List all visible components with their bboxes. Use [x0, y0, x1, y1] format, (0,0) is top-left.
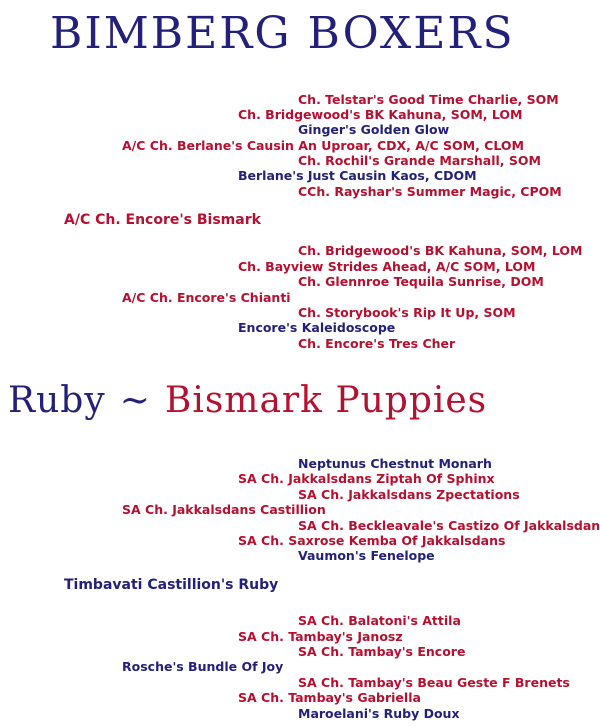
subject-ruby: Timbavati Castillion's Ruby — [64, 577, 279, 593]
dam-1: A/C Ch. Encore's Chianti — [122, 290, 291, 305]
great-granddam-6: Vaumon's Fenelope — [298, 548, 435, 563]
litter-title-sire: Ruby — [8, 380, 106, 421]
great-granddam-3: Ch. Glennroe Tequila Sunrise, DOM — [298, 274, 544, 289]
dam-2: Rosche's Bundle Of Joy — [122, 659, 284, 674]
granddam-1: Berlane's Just Causin Kaos, CDOM — [238, 168, 477, 183]
litter-title-dam: Bismark Puppies — [164, 380, 488, 421]
great-grandsire-8: SA Ch. Tambay's Beau Geste F Brenets — [298, 675, 570, 690]
litter-title — [8, 380, 487, 421]
great-grandsire-6: SA Ch. Beckleavale's Castizo Of Jakkalsdan — [298, 518, 600, 533]
sire-2: SA Ch. Jakkalsdans Castillion — [122, 502, 326, 517]
sire-1: A/C Ch. Berlane's Causin An Uproar, CDX, A/C SOM, CLOM — [122, 138, 524, 153]
granddam-2: Encore's Kaleidoscope — [238, 320, 396, 335]
great-granddam-7: SA Ch. Tambay's Encore — [298, 644, 466, 659]
great-grandsire-3: Ch. Bridgewood's BK Kahuna, SOM, LOM — [298, 243, 583, 258]
great-grandsire-1: Ch. Telstar's Good Time Charlie, SOM — [298, 92, 559, 107]
great-granddam-4: Ch. Encore's Tres Cher — [298, 336, 456, 351]
great-granddam-8: Maroelani's Ruby Doux — [298, 706, 460, 721]
great-granddam-5: SA Ch. Jakkalsdans Zpectations — [298, 487, 520, 502]
main-title: BIMBERG BOXERS — [50, 8, 515, 59]
grandsire-3: SA Ch. Jakkalsdans Ziptah Of Sphinx — [238, 471, 495, 486]
granddam-3: SA Ch. Saxrose Kemba Of Jakkalsdans — [238, 533, 506, 548]
great-grandsire-2: Ch. Rochil's Grande Marshall, SOM — [298, 153, 541, 168]
grandsire-1: Ch. Bridgewood's BK Kahuna, SOM, LOM — [238, 107, 523, 122]
great-grandsire-5: Neptunus Chestnut Monarh — [298, 456, 492, 471]
granddam-4: SA Ch. Tambay's Gabriella — [238, 690, 421, 705]
litter-title-separator: ~ — [119, 380, 151, 421]
great-grandsire-4: Ch. Storybook's Rip It Up, SOM — [298, 305, 516, 320]
grandsire-4: SA Ch. Tambay's Janosz — [238, 629, 403, 644]
great-granddam-2: CCh. Rayshar's Summer Magic, CPOM — [298, 184, 562, 199]
grandsire-2: Ch. Bayview Strides Ahead, A/C SOM, LOM — [238, 259, 536, 274]
subject-bismark: A/C Ch. Encore's Bismark — [64, 212, 261, 228]
great-granddam-1: Ginger's Golden Glow — [298, 122, 450, 137]
great-grandsire-7: SA Ch. Balatoni's Attila — [298, 613, 461, 628]
